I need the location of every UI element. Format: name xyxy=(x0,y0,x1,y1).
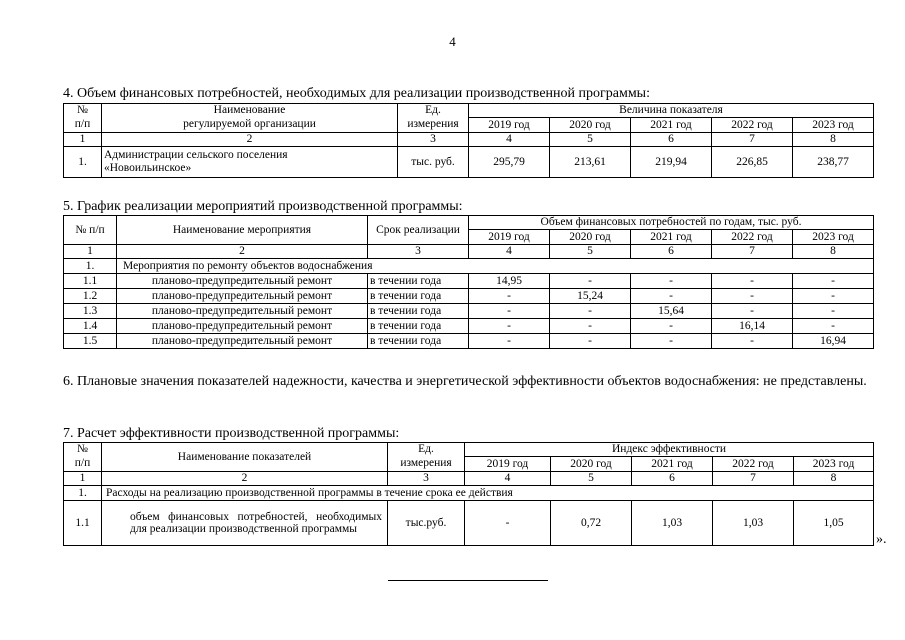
row-num: 1.1 xyxy=(64,501,102,546)
year-2020: 2020 год xyxy=(550,118,631,133)
year-2022: 2022 год xyxy=(712,230,793,245)
year-2023: 2023 год xyxy=(793,118,874,133)
col-number: 6 xyxy=(632,472,713,486)
header-num: № xyxy=(64,104,102,118)
col-number: 8 xyxy=(794,472,874,486)
col-number: 7 xyxy=(712,245,793,259)
section-6-paragraph: 6. Плановые значения показателей надежности, качества и энергетической эффективности объектов водоснабжения: не представлены. xyxy=(63,374,867,389)
value-cell: - xyxy=(465,501,551,546)
header-term: Срок реализации xyxy=(368,216,469,245)
year-2020: 2020 год xyxy=(550,230,631,245)
col-number: 5 xyxy=(550,245,631,259)
value-cell: 16,94 xyxy=(793,334,874,349)
col-number: 2 xyxy=(102,133,398,147)
header-num: № xyxy=(64,443,102,457)
value-cell: 15,64 xyxy=(631,304,712,319)
value-cell: - xyxy=(712,289,793,304)
activity-term: в течении года xyxy=(368,334,469,349)
value-cell: - xyxy=(712,334,793,349)
value-cell: 1,05 xyxy=(794,501,874,546)
year-2021: 2021 год xyxy=(631,118,712,133)
col-number: 4 xyxy=(469,245,550,259)
col-number: 3 xyxy=(368,245,469,259)
group-row xyxy=(64,486,874,501)
section-4-heading: 4. Объем финансовых потребностей, необходимых для реализации производственной программы: xyxy=(63,86,650,101)
header-num: № п/п xyxy=(64,216,117,245)
value-cell: - xyxy=(793,304,874,319)
value-cell: - xyxy=(550,304,631,319)
group-label: Мероприятия по ремонту объектов водоснабжения xyxy=(117,259,874,274)
table-row xyxy=(64,289,874,304)
col-number: 1 xyxy=(64,245,117,259)
activity-name: планово-предупредительный ремонт xyxy=(117,334,368,349)
closing-quote-mark: ». xyxy=(876,532,887,547)
year-2020: 2020 год xyxy=(551,457,632,472)
value-cell: 213,61 xyxy=(550,147,631,178)
header-name: Наименование показателей xyxy=(102,443,388,472)
header-name-2: регулируемой организации xyxy=(102,118,398,133)
value-cell: 226,85 xyxy=(712,147,793,178)
schedule-table xyxy=(63,215,874,349)
value-cell: - xyxy=(793,274,874,289)
header-unit: Ед. xyxy=(398,104,469,118)
col-number: 6 xyxy=(631,245,712,259)
col-number: 6 xyxy=(631,133,712,147)
header-name: Наименование xyxy=(102,104,398,118)
col-number: 4 xyxy=(465,472,551,486)
col-number: 4 xyxy=(469,133,550,147)
group-num: 1. xyxy=(64,259,117,274)
year-2019: 2019 год xyxy=(469,118,550,133)
value-cell: - xyxy=(469,289,550,304)
header-volume: Объем финансовых потребностей по годам, тыс. руб. xyxy=(469,216,874,230)
row-unit: тыс. руб. xyxy=(398,147,469,178)
value-cell: - xyxy=(712,274,793,289)
col-number: 5 xyxy=(551,472,632,486)
row-num: 1. xyxy=(64,147,102,178)
year-2021: 2021 год xyxy=(632,457,713,472)
activity-name: планово-предупредительный ремонт xyxy=(117,274,368,289)
col-number: 8 xyxy=(793,133,874,147)
group-row xyxy=(64,259,874,274)
value-cell: 16,14 xyxy=(712,319,793,334)
header-unit: Ед. xyxy=(388,443,465,457)
value-cell: 1,03 xyxy=(632,501,713,546)
value-cell: 0,72 xyxy=(551,501,632,546)
table-row xyxy=(64,304,874,319)
value-cell: - xyxy=(631,319,712,334)
year-2019: 2019 год xyxy=(465,457,551,472)
row-unit: тыс.руб. xyxy=(388,501,465,546)
value-cell: - xyxy=(631,334,712,349)
col-number: 2 xyxy=(117,245,368,259)
table-row xyxy=(64,147,874,178)
table-row xyxy=(64,334,874,349)
year-2023: 2023 год xyxy=(794,457,874,472)
efficiency-table xyxy=(63,442,874,546)
value-cell: 238,77 xyxy=(793,147,874,178)
activity-term: в течении года xyxy=(368,304,469,319)
col-number: 1 xyxy=(64,133,102,147)
value-cell: 295,79 xyxy=(469,147,550,178)
group-label: Расходы на реализацию производственной программы в течение срока ее действия xyxy=(102,486,874,501)
row-num: 1.3 xyxy=(64,304,117,319)
value-cell: 15,24 xyxy=(550,289,631,304)
col-number: 2 xyxy=(102,472,388,486)
group-num: 1. xyxy=(64,486,102,501)
row-num: 1.4 xyxy=(64,319,117,334)
section-5-heading: 5. График реализации мероприятий производственной программы: xyxy=(63,199,463,214)
section-7-heading: 7. Расчет эффективности производственной программы: xyxy=(63,426,400,441)
value-cell: 14,95 xyxy=(469,274,550,289)
value-cell: - xyxy=(793,289,874,304)
col-number: 3 xyxy=(388,472,465,486)
value-cell: - xyxy=(550,319,631,334)
row-num: 1.2 xyxy=(64,289,117,304)
header-unit-2: измерения xyxy=(388,457,465,472)
row-num: 1.5 xyxy=(64,334,117,349)
organization-name: Администрации сельского поселения «Новоильинское» xyxy=(102,147,398,178)
row-num: 1.1 xyxy=(64,274,117,289)
header-num-2: п/п xyxy=(64,118,102,133)
value-cell: 1,03 xyxy=(713,501,794,546)
value-cell: - xyxy=(469,319,550,334)
value-cell: - xyxy=(631,274,712,289)
value-cell: - xyxy=(631,289,712,304)
value-cell: - xyxy=(550,334,631,349)
value-cell: - xyxy=(550,274,631,289)
financial-needs-table xyxy=(63,103,874,178)
value-cell: - xyxy=(793,319,874,334)
year-2022: 2022 год xyxy=(712,118,793,133)
activity-term: в течении года xyxy=(368,319,469,334)
activity-name: планово-предупредительный ремонт xyxy=(117,304,368,319)
activity-term: в течении года xyxy=(368,274,469,289)
header-num-2: п/п xyxy=(64,457,102,472)
footer-divider xyxy=(388,580,548,581)
value-cell: 219,94 xyxy=(631,147,712,178)
header-index: Индекс эффективности xyxy=(465,443,874,457)
year-2021: 2021 год xyxy=(631,230,712,245)
table-row xyxy=(64,274,874,289)
value-cell: - xyxy=(712,304,793,319)
activity-term: в течении года xyxy=(368,289,469,304)
col-number: 7 xyxy=(713,472,794,486)
col-number: 5 xyxy=(550,133,631,147)
page-number: 4 xyxy=(449,34,456,49)
header-value: Величина показателя xyxy=(469,104,874,118)
table-row xyxy=(64,501,874,546)
indicator-name: объем финансовых потребностей, необходимых для реализации производственной программы xyxy=(102,501,388,546)
year-2022: 2022 год xyxy=(713,457,794,472)
year-2023: 2023 год xyxy=(793,230,874,245)
header-name: Наименование мероприятия xyxy=(117,216,368,245)
activity-name: планово-предупредительный ремонт xyxy=(117,289,368,304)
year-2019: 2019 год xyxy=(469,230,550,245)
activity-name: планово-предупредительный ремонт xyxy=(117,319,368,334)
col-number: 8 xyxy=(793,245,874,259)
col-number: 1 xyxy=(64,472,102,486)
col-number: 3 xyxy=(398,133,469,147)
header-unit-2: измерения xyxy=(398,118,469,133)
value-cell: - xyxy=(469,304,550,319)
col-number: 7 xyxy=(712,133,793,147)
value-cell: - xyxy=(469,334,550,349)
table-row xyxy=(64,319,874,334)
